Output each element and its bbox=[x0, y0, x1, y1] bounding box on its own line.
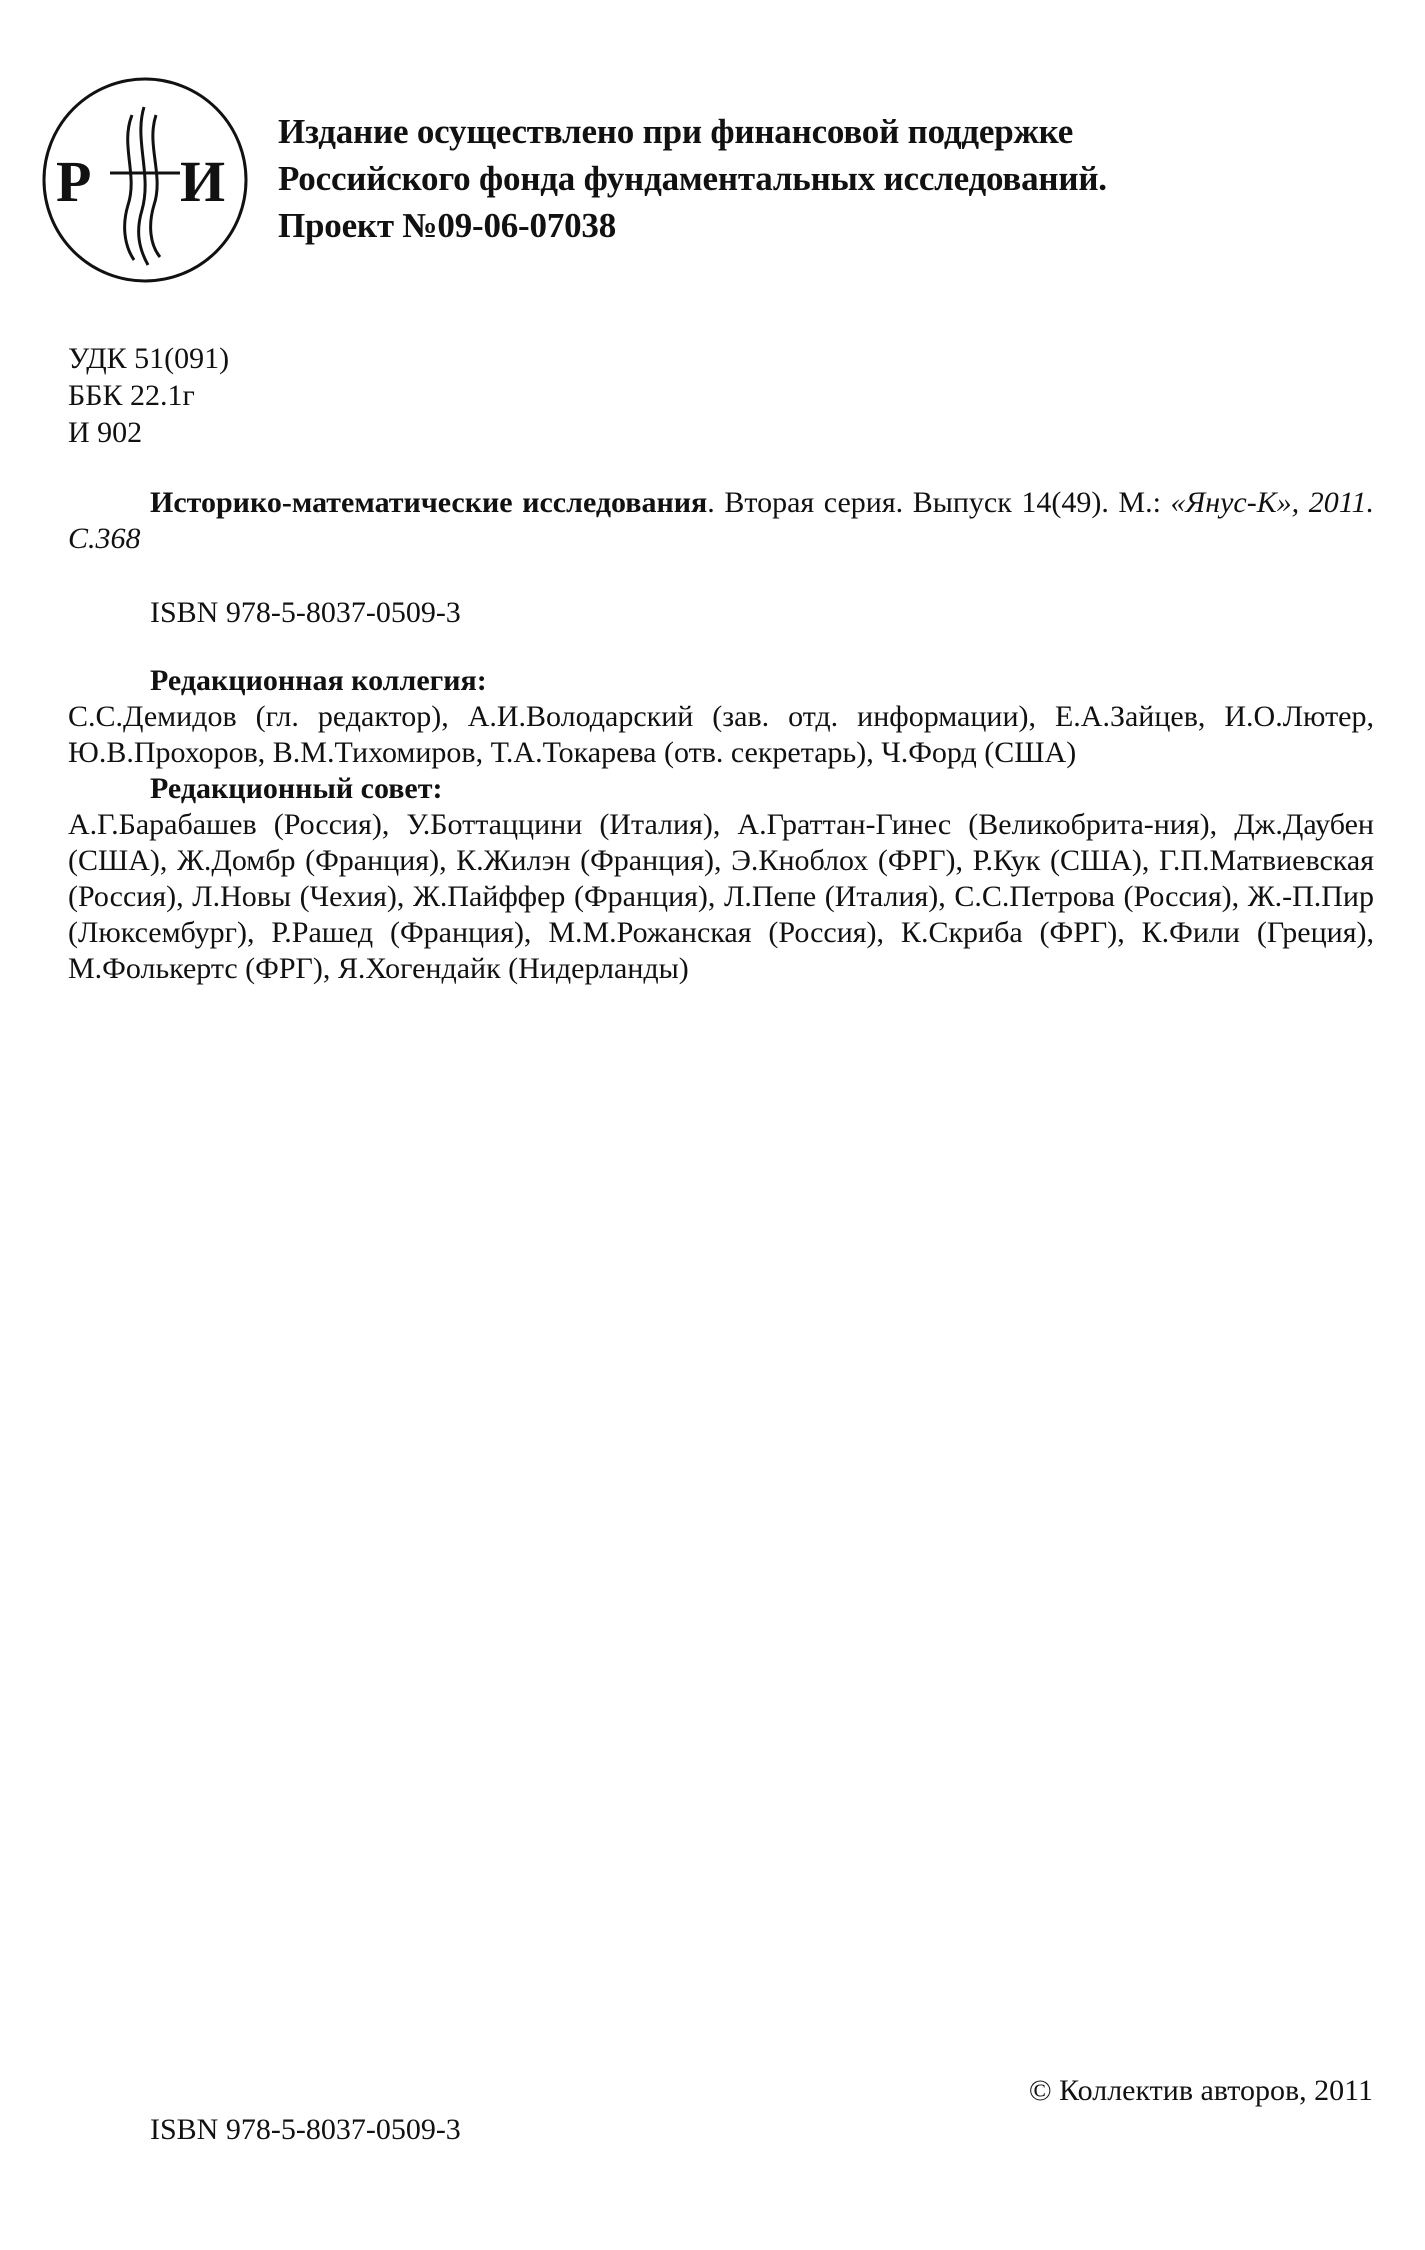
citation-title: Историко-математические исследования bbox=[150, 486, 708, 519]
bbk-code: ББК 22.1г bbox=[68, 379, 195, 412]
isbn-top: ISBN 978-5-8037-0509-3 bbox=[150, 596, 461, 629]
logo-letter-left: Р bbox=[56, 149, 92, 214]
author-mark: И 902 bbox=[68, 416, 143, 449]
udk-code: УДК 51(091) bbox=[68, 342, 230, 375]
rfbr-logo-graphic bbox=[40, 75, 250, 285]
funding-notice bbox=[278, 108, 1378, 249]
citation-publisher: «Янус-К», 2011. С.368 bbox=[68, 486, 1374, 555]
editorial-council-members: А.Г.Барабашев (Россия), У.Боттаццини (Италия), А.Граттан-Гинес (Великобрита-ния), Дж.Даубен (США), Ж.Домбр (Франция), К.Жилэн (Франция), Э.Кноблох (ФРГ), Р.Кук (США), Г.П.Матвиевская (Россия), Л.Новы (Чехия), Ж.Пайффер (Франция), Л.Пепе (Италия), С.С.Петрова (Россия), Ж.-П.Пир (Люксембург), Р.Рашед (Франция), М.М.Рожанская (Россия), К.Скриба (ФРГ), К.Фили (Греция), М.Фолькертс (ФРГ), Я.Хогендайк (Нидерланды) bbox=[68, 808, 1374, 985]
funding-line-3: Проект №09-06-07038 bbox=[278, 206, 617, 245]
funding-line-2: Российского фонда фундаментальных исследований. bbox=[278, 159, 1107, 198]
rfbr-logo bbox=[40, 75, 250, 285]
copyright-notice: © Коллектив авторов, 2011 bbox=[1028, 2074, 1373, 2107]
classification-codes bbox=[68, 340, 229, 451]
editorial-board-members: С.С.Демидов (гл. редактор), А.И.Володарский (зав. отд. информации), Е.А.Зайцев, И.О.Лютер, Ю.В.Прохоров, В.М.Тихомиров, Т.А.Токарева (отв. секретарь), Ч.Форд (США) bbox=[68, 700, 1374, 769]
editorial-board-title: Редакционная коллегия: bbox=[150, 664, 487, 697]
logo-letter-right: И bbox=[180, 149, 226, 214]
funding-line-1: Издание осуществлено при финансовой поддержке bbox=[278, 112, 1074, 151]
citation bbox=[68, 485, 1374, 557]
imprint-body bbox=[68, 485, 1374, 987]
isbn-bottom: ISBN 978-5-8037-0509-3 bbox=[150, 2113, 461, 2146]
editorial-council-title: Редакционный совет: bbox=[150, 772, 443, 805]
citation-details: . Вторая серия. Выпуск 14(49). М.: bbox=[707, 486, 1171, 519]
